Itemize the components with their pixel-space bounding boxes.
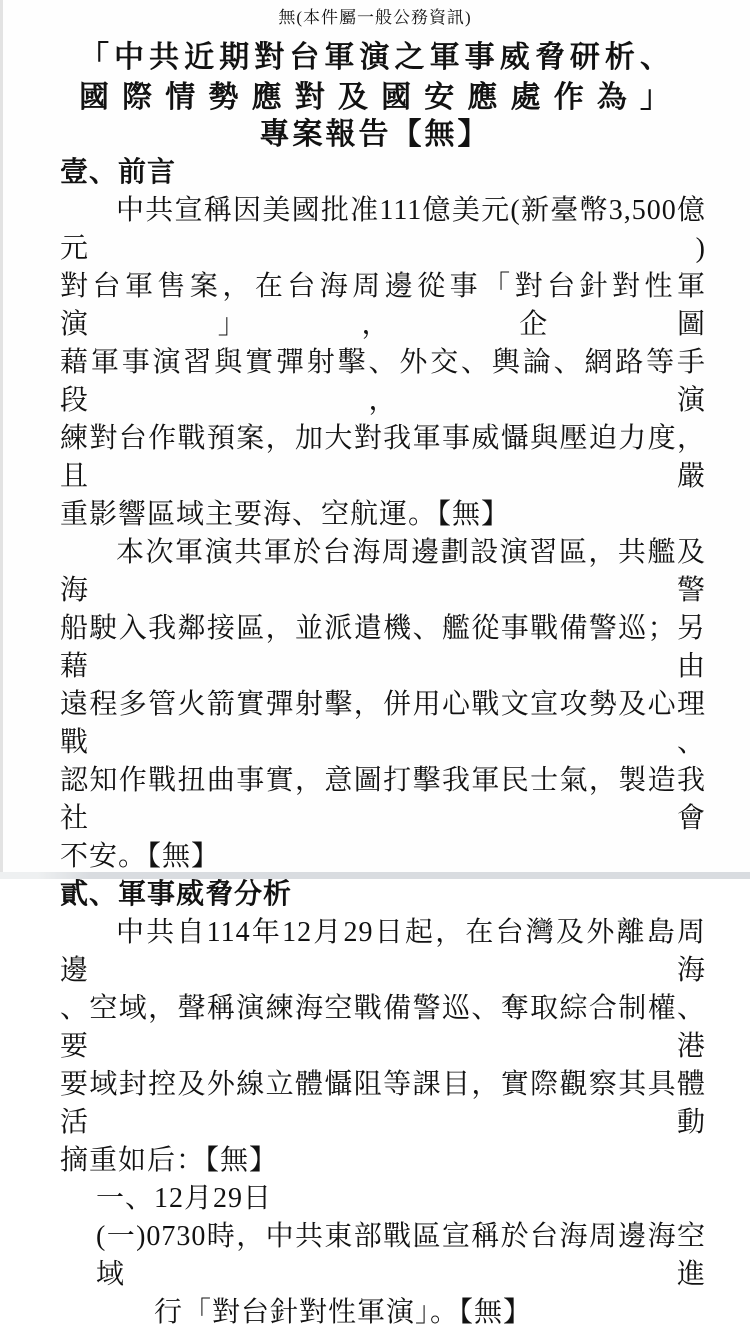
doc-line: 認知作戰扭曲事實，意圖打擊我軍民士氣，製造我社會	[60, 765, 706, 834]
doc-line: 行「對台針對性軍演」。【無】	[154, 1297, 533, 1328]
doc-line: 摘重如后：【無】	[60, 1145, 279, 1176]
doc-line: 本次軍演共軍於台海周邊劃設演習區，共艦及海警	[60, 537, 706, 606]
report-title	[79, 38, 671, 152]
doc-line: 貳、軍事威脅分析	[60, 879, 293, 910]
doc-line: (一)0730時，中共東部戰區宣稱於台海周邊海空域進	[96, 1221, 706, 1290]
doc-line: 不安。【無】	[60, 841, 221, 872]
page-bottom-edge	[0, 872, 750, 879]
page-left-edge	[0, 0, 3, 879]
classification-note: 無(本件屬一般公務資訊)	[278, 8, 472, 27]
doc-line: 壹、前言	[60, 157, 177, 188]
doc-line: 中共自114年12月29日起，在台灣及外離島周邊海	[60, 917, 706, 986]
doc-line: 遠程多管火箭實彈射擊，併用心戰文宣攻勢及心理戰、	[60, 689, 706, 758]
doc-line: 、空域，聲稱演練海空戰備警巡、奪取綜合制權、要港	[60, 993, 706, 1062]
doc-line: 要域封控及外線立體懾阻等課目，實際觀察其具體活動	[60, 1069, 706, 1138]
doc-line: 一、12月29日	[96, 1183, 273, 1214]
doc-line: 船駛入我鄰接區，並派遣機、艦從事戰備警巡；另藉由	[60, 613, 706, 682]
report-title-line-2: 國際情勢應對及國安應處作為」	[79, 81, 671, 114]
doc-line: 藉軍事演習與實彈射擊、外交、輿論、網路等手段，演	[60, 347, 706, 416]
document-body	[60, 154, 706, 1332]
report-title-line-1: 「中共近期對台軍演之軍事威脅研析、	[79, 41, 671, 74]
doc-line: 中共宣稱因美國批准111億美元(新臺幣3,500億元)	[60, 195, 706, 264]
report-title-line-3: 專案報告【無】	[259, 118, 491, 151]
doc-line: 重影響區域主要海、空航運。【無】	[60, 499, 511, 530]
doc-line: 對台軍售案，在台海周邊從事「對台針對性軍演」，企圖	[60, 271, 706, 340]
doc-line: 練對台作戰預案，加大對我軍事威懾與壓迫力度，且嚴	[60, 423, 706, 492]
